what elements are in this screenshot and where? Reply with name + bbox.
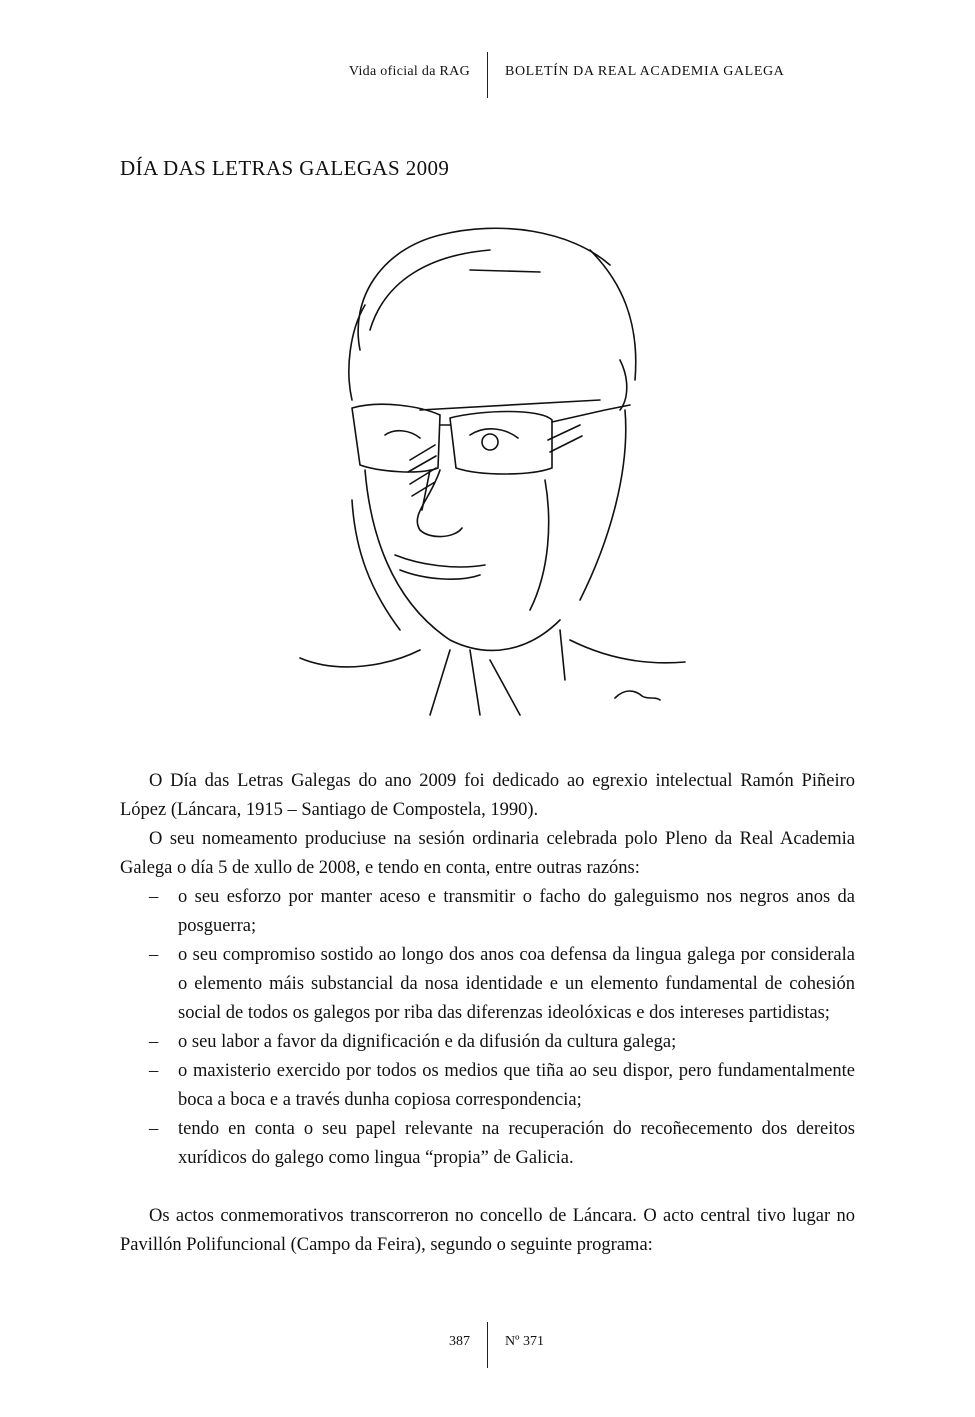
- bullet-dash: –: [149, 887, 159, 907]
- page-title: DÍA DAS LETRAS GALEGAS 2009: [120, 156, 450, 180]
- page-number: 387: [449, 1334, 470, 1349]
- nomination-paragraph: O seu nomeamento produciuse na sesión ordinaria celebrada polo Pleno da Real Academia Galega o día 5 de xullo de 2008, e tendo en conta, entre outras razóns:: [120, 829, 855, 878]
- bullet-dash: –: [149, 1119, 159, 1139]
- list-item: – o seu esforzo por manter aceso e transmitir o facho do galeguismo nos negros anos da posguerra;: [120, 883, 855, 941]
- list-item: – o seu compromiso sostido ao longo dos anos coa defensa da lingua galega por considerala o elemento máis substancial da nosa identidade e un elemento fundamental de cohesión social de todos os galegos por riba das diferenzas ideolóxicas e dos intereses partidistas;: [120, 941, 855, 1028]
- bullet-dash: –: [149, 945, 159, 965]
- running-header: [0, 52, 975, 98]
- header-divider: [487, 52, 488, 98]
- header-section: Vida oficial da RAG: [348, 64, 470, 79]
- header-publication: BOLETÍN DA REAL ACADEMIA GALEGA: [505, 64, 785, 79]
- bullet-dash: –: [149, 1032, 159, 1052]
- reasons-list: [120, 883, 855, 1173]
- list-item: – o maxisterio exercido por todos os medios que tiña ao seu dispor, pero fundamentalmente boca a boca e a través dunha copiosa correspondencia;: [120, 1057, 855, 1115]
- running-footer: [0, 1322, 975, 1368]
- article-body: [120, 767, 855, 1260]
- list-item: – tendo en conta o seu papel relevante na recuperación do recoñecemento dos dereitos xurídicos do galego como lingua “propia” de Galicia.: [120, 1115, 855, 1173]
- paragraph-spacer: [120, 1173, 855, 1202]
- list-item: – o seu labor a favor da dignificación e da difusión da cultura galega;: [120, 1028, 855, 1057]
- issue-number: Nº 371: [505, 1334, 544, 1349]
- portrait-sketch: [290, 210, 690, 730]
- events-paragraph: Os actos conmemorativos transcorreron no concello de Láncara. O acto central tivo lugar no Pavillón Polifuncional (Campo da Feira), segundo o seguinte programa:: [120, 1206, 855, 1255]
- intro-paragraph: O Día das Letras Galegas do ano 2009 foi dedicado ao egrexio intelectual Ramón Piñeiro López (Láncara, 1915 – Santiago de Compostela, 1990).: [120, 771, 855, 820]
- bullet-dash: –: [149, 1061, 159, 1081]
- footer-divider: [487, 1322, 488, 1368]
